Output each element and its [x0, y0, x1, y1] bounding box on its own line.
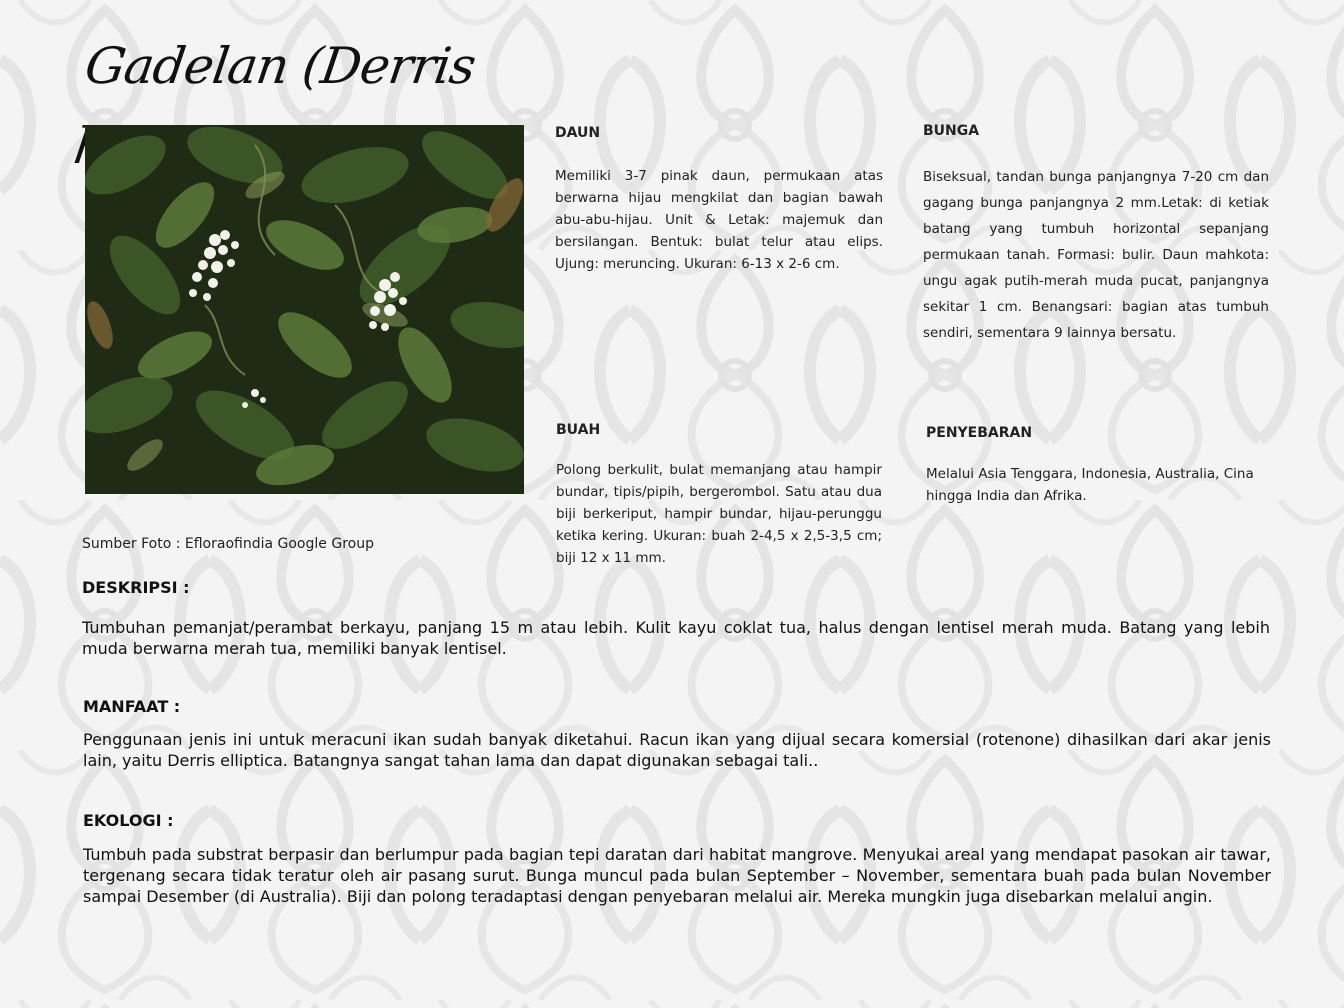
penyebaran-heading: PENYEBARAN — [926, 425, 1033, 441]
flowering-vine-photo-icon — [85, 125, 524, 494]
plant-photo — [85, 125, 524, 494]
page-title: Gadelan (Derris — [81, 37, 479, 95]
deskripsi-heading: DESKRIPSI : — [82, 578, 190, 597]
manfaat-heading: MANFAAT : — [83, 697, 181, 716]
ekologi-heading: EKOLOGI : — [83, 811, 174, 830]
photo-caption: Sumber Foto : Efloraofindia Google Group — [82, 536, 374, 552]
daun-heading: DAUN — [555, 125, 601, 141]
ekologi-text: Tumbuh pada substrat berpasir dan berlumpur pada bagian tepi daratan dari habitat mangrove. Menyukai areal yang mendapat pasokan air tawar, tergenang secara tidak teratur oleh air pasang surut. Bunga muncul pada bulan September – November, sementara buah pada bulan November sampai Desember (di Australia). Biji dan polong teradaptasi dengan penyebaran melalui air. Mereka mungkin juga disebarkan melalui angin. — [83, 845, 1271, 906]
ekologi-section — [83, 811, 1271, 907]
daun-section — [555, 124, 883, 275]
bunga-section — [923, 122, 1269, 346]
deskripsi-text: Tumbuhan pemanjat/perambat berkayu, panjang 15 m atau lebih. Kulit kayu coklat tua, halus dengan lentisel merah muda. Batang yang lebih muda berwarna merah tua, memiliki banyak lentisel. — [82, 618, 1270, 658]
manfaat-section — [83, 697, 1271, 771]
penyebaran-text: Melalui Asia Tenggara, Indonesia, Australia, Cina hingga India dan Afrika. — [926, 466, 1254, 504]
buah-section — [556, 421, 882, 569]
manfaat-text: Penggunaan jenis ini untuk meracuni ikan sudah banyak diketahui. Racun ikan yang dijual secara komersial (rotenone) dihasilkan dari akar jenis lain, yaitu Derris elliptica. Batangnya sangat tahan lama dan dapat digunakan sebagai tali.. — [83, 730, 1271, 770]
bunga-text: Biseksual, tandan bunga panjangnya 7-20 cm dan gagang bunga panjangnya 2 mm.Letak: di ketiak batang yang tumbuh horizontal sepanjang permukaan tanah. Formasi: bulir. Daun mahkota: ungu agak putih-merah muda pucat, panjangnya sekitar 1 cm. Benangsari: bagian atas tumbuh sendiri, sementara 9 lainnya bersatu. — [923, 169, 1269, 341]
buah-heading: BUAH — [556, 422, 601, 438]
bunga-heading: BUNGA — [923, 123, 980, 139]
daun-text: Memiliki 3-7 pinak daun, permukaan atas berwarna hijau mengkilat dan bagian bawah abu-abu-hijau. Unit & Letak: majemuk dan bersilangan. Bentuk: bulat telur atau elips. Ujung: meruncing. Ukuran: 6-13 x 2-6 cm. — [555, 168, 883, 272]
penyebaran-section — [926, 424, 1261, 507]
deskripsi-section — [82, 578, 1270, 659]
buah-text: Polong berkulit, bulat memanjang atau hampir bundar, tipis/pipih, bergerombol. Satu atau dua biji berkeriput, hampir bundar, hijau-perunggu ketika kering. Ukuran: buah 2-4,5 x 2,5-3,5 cm; biji 12 x 11 mm. — [556, 462, 882, 566]
